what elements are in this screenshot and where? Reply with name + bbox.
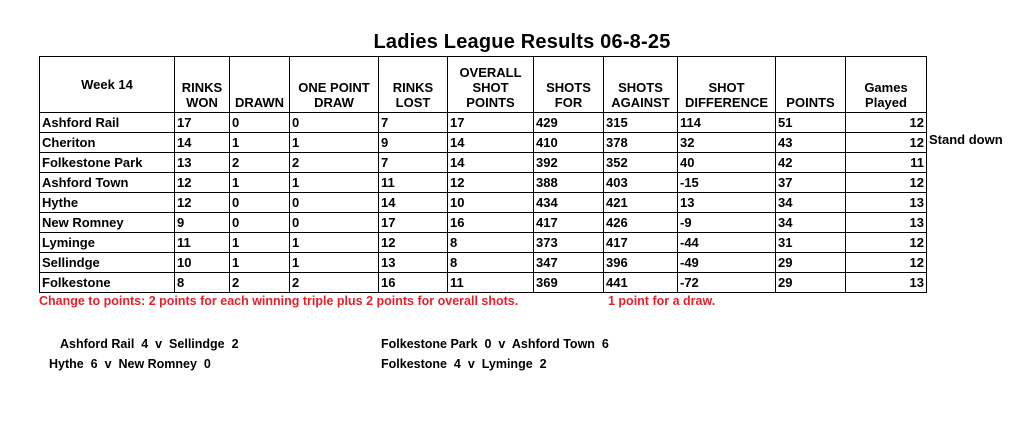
points-change-note: Change to points: 2 points for each winning triple plus 2 points for overall shots. — [39, 294, 519, 308]
shots-for-cell: 373 — [534, 233, 604, 253]
one-point-draw-cell: 1 — [290, 233, 379, 253]
drawn-cell: 0 — [230, 213, 290, 233]
shot-difference-cell: -9 — [678, 213, 776, 233]
overall-shot-points-cell: 8 — [448, 253, 534, 273]
drawn-cell: 1 — [230, 133, 290, 153]
table-header-row — [40, 57, 927, 113]
rinks-won-cell: 9 — [175, 213, 230, 233]
shots-against-cell: 315 — [604, 113, 678, 133]
rinks-lost-cell: 16 — [379, 273, 448, 293]
rinks-lost-cell: 9 — [379, 133, 448, 153]
shots-for-cell: 410 — [534, 133, 604, 153]
games-played-cell: 12 — [846, 233, 927, 253]
games-played-cell: 12 — [846, 133, 927, 153]
points-cell: 43 — [776, 133, 846, 153]
page-title: Ladies League Results 06-8-25 — [373, 31, 671, 53]
column-header-rinks-won: RINKS WON — [175, 57, 230, 113]
table-row — [40, 213, 927, 233]
rinks-won-cell: 14 — [175, 133, 230, 153]
rinks-won-cell: 13 — [175, 153, 230, 173]
drawn-cell: 1 — [230, 233, 290, 253]
team-name-cell: Folkestone — [40, 273, 175, 293]
rinks-won-cell: 10 — [175, 253, 230, 273]
games-played-cell: 11 — [846, 153, 927, 173]
shots-for-cell: 392 — [534, 153, 604, 173]
games-played-cell: 12 — [846, 253, 927, 273]
points-cell: 29 — [776, 273, 846, 293]
draw-point-note: 1 point for a draw. — [608, 294, 716, 308]
drawn-cell: 1 — [230, 173, 290, 193]
fixture-result: Hythe 6 v New Romney 0 — [49, 357, 211, 371]
shots-for-cell: 434 — [534, 193, 604, 213]
drawn-cell: 1 — [230, 253, 290, 273]
shot-difference-cell: 13 — [678, 193, 776, 213]
games-played-cell: 13 — [846, 273, 927, 293]
points-cell: 29 — [776, 253, 846, 273]
team-name-cell: Lyminge — [40, 233, 175, 253]
shots-against-cell: 417 — [604, 233, 678, 253]
drawn-cell: 2 — [230, 273, 290, 293]
shots-against-cell: 421 — [604, 193, 678, 213]
shots-against-cell: 403 — [604, 173, 678, 193]
shots-for-cell: 417 — [534, 213, 604, 233]
games-played-cell: 12 — [846, 173, 927, 193]
column-header-points: POINTS — [776, 57, 846, 113]
one-point-draw-cell: 0 — [290, 213, 379, 233]
league-table — [39, 56, 927, 293]
shots-for-cell: 388 — [534, 173, 604, 193]
overall-shot-points-cell: 16 — [448, 213, 534, 233]
overall-shot-points-cell: 12 — [448, 173, 534, 193]
fixture-result: Folkestone 4 v Lyminge 2 — [381, 357, 547, 371]
one-point-draw-cell: 1 — [290, 253, 379, 273]
one-point-draw-cell: 1 — [290, 173, 379, 193]
column-header-week: Week 14 — [40, 57, 175, 113]
rinks-lost-cell: 17 — [379, 213, 448, 233]
fixture-result: Ashford Rail 4 v Sellindge 2 — [60, 337, 239, 351]
team-name-cell: Cheriton — [40, 133, 175, 153]
fixture-result: Folkestone Park 0 v Ashford Town 6 — [381, 337, 609, 351]
shots-for-cell: 369 — [534, 273, 604, 293]
team-name-cell: Folkestone Park — [40, 153, 175, 173]
column-header-one-point-draw: ONE POINT DRAW — [290, 57, 379, 113]
rinks-lost-cell: 14 — [379, 193, 448, 213]
one-point-draw-cell: 2 — [290, 153, 379, 173]
overall-shot-points-cell: 17 — [448, 113, 534, 133]
rinks-won-cell: 11 — [175, 233, 230, 253]
shots-against-cell: 396 — [604, 253, 678, 273]
rinks-won-cell: 12 — [175, 173, 230, 193]
column-header-shots-against: SHOTS AGAINST — [604, 57, 678, 113]
points-cell: 34 — [776, 213, 846, 233]
shot-difference-cell: 40 — [678, 153, 776, 173]
shots-for-cell: 347 — [534, 253, 604, 273]
team-name-cell: Ashford Rail — [40, 113, 175, 133]
table-row — [40, 273, 927, 293]
team-name-cell: Ashford Town — [40, 173, 175, 193]
points-cell: 31 — [776, 233, 846, 253]
column-header-overall-shot-points: OVERALL SHOT POINTS — [448, 57, 534, 113]
points-cell: 34 — [776, 193, 846, 213]
table-row — [40, 253, 927, 273]
table-row — [40, 133, 927, 153]
one-point-draw-cell: 2 — [290, 273, 379, 293]
points-cell: 51 — [776, 113, 846, 133]
table-row — [40, 193, 927, 213]
rinks-won-cell: 12 — [175, 193, 230, 213]
drawn-cell: 0 — [230, 113, 290, 133]
games-played-cell: 13 — [846, 213, 927, 233]
team-name-cell: Sellindge — [40, 253, 175, 273]
overall-shot-points-cell: 11 — [448, 273, 534, 293]
table-row — [40, 173, 927, 193]
shots-for-cell: 429 — [534, 113, 604, 133]
games-played-cell: 13 — [846, 193, 927, 213]
rinks-lost-cell: 11 — [379, 173, 448, 193]
shots-against-cell: 352 — [604, 153, 678, 173]
rinks-won-cell: 8 — [175, 273, 230, 293]
one-point-draw-cell: 1 — [290, 133, 379, 153]
shot-difference-cell: -49 — [678, 253, 776, 273]
stand-down-note: Stand down — [929, 132, 1003, 147]
shot-difference-cell: 32 — [678, 133, 776, 153]
one-point-draw-cell: 0 — [290, 193, 379, 213]
overall-shot-points-cell: 8 — [448, 233, 534, 253]
shot-difference-cell: -44 — [678, 233, 776, 253]
drawn-cell: 0 — [230, 193, 290, 213]
overall-shot-points-cell: 14 — [448, 153, 534, 173]
rinks-lost-cell: 13 — [379, 253, 448, 273]
column-header-drawn: DRAWN — [230, 57, 290, 113]
overall-shot-points-cell: 10 — [448, 193, 534, 213]
points-cell: 42 — [776, 153, 846, 173]
drawn-cell: 2 — [230, 153, 290, 173]
overall-shot-points-cell: 14 — [448, 133, 534, 153]
rinks-won-cell: 17 — [175, 113, 230, 133]
table-body — [40, 113, 927, 293]
column-header-rinks-lost: RINKS LOST — [379, 57, 448, 113]
shots-against-cell: 426 — [604, 213, 678, 233]
shots-against-cell: 378 — [604, 133, 678, 153]
team-name-cell: New Romney — [40, 213, 175, 233]
games-played-cell: 12 — [846, 113, 927, 133]
column-header-shots-for: SHOTS FOR — [534, 57, 604, 113]
rinks-lost-cell: 7 — [379, 113, 448, 133]
rinks-lost-cell: 7 — [379, 153, 448, 173]
table-row — [40, 233, 927, 253]
column-header-shot-difference: SHOT DIFFERENCE — [678, 57, 776, 113]
one-point-draw-cell: 0 — [290, 113, 379, 133]
rinks-lost-cell: 12 — [379, 233, 448, 253]
shots-against-cell: 441 — [604, 273, 678, 293]
table-row — [40, 113, 927, 133]
table-row — [40, 153, 927, 173]
team-name-cell: Hythe — [40, 193, 175, 213]
shot-difference-cell: -72 — [678, 273, 776, 293]
shot-difference-cell: -15 — [678, 173, 776, 193]
shot-difference-cell: 114 — [678, 113, 776, 133]
points-cell: 37 — [776, 173, 846, 193]
column-header-games-played: Games Played — [846, 57, 927, 113]
